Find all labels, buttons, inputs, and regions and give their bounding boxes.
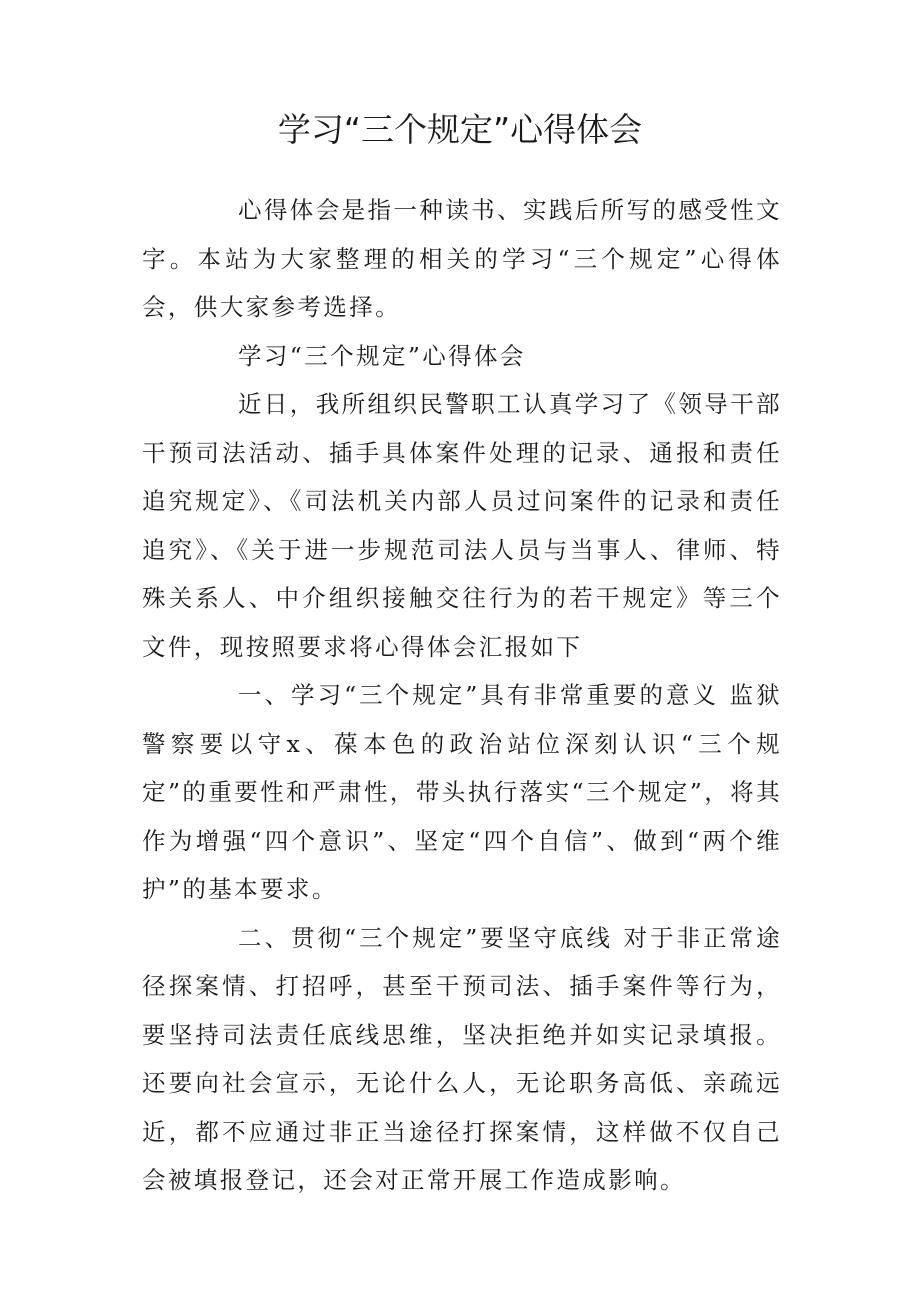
body-paragraph-1: 近日，我所组织民警职工认真学习了《领导干部干预司法活动、插手具体案件处理的记录、通报和责任追究规定》、《司法机关内部人员过问案件的记录和责任追究》、《关于进一步规范司法人员与当事人、律师、特殊关系人、中介组织接触交往行为的若干规定》等三个文件，现按照要求将心得体会汇报如下 [142,390,782,661]
document-title: 学习“三个规定”心得体会 [277,110,643,149]
section-heading: 学习“三个规定”心得体会 [238,341,526,370]
body-paragraph-2: 一、学习“三个规定”具有非常重要的意义 监狱警察要以守x、葆本色的政治站位深刻认识“三个规定”的重要性和严肃性，带头执行落实“三个规定”，将其作为增强“四个意识”、坚定“四个自信”、做到“两个维护”的基本要求。 [142,681,782,903]
body-paragraph-3: 二、贯彻“三个规定”要坚守底线 对于非正常途径探案情、打招呼，甚至干预司法、插手案件等行为，要坚持司法责任底线思维，坚决拒绝并如实记录填报。还要向社会宣示，无论什么人，无论职务高低、亲疏远近，都不应通过非正当途径打探案情，这样做不仅自己会被填报登记，还会对正常开展工作造成影响。 [142,923,782,1194]
document-body [142,186,782,1205]
intro-paragraph: 心得体会是指一种读书、实践后所写的感受性文字。本站为大家整理的相关的学习“三个规定”心得体会，供大家参考选择。 [142,196,782,321]
